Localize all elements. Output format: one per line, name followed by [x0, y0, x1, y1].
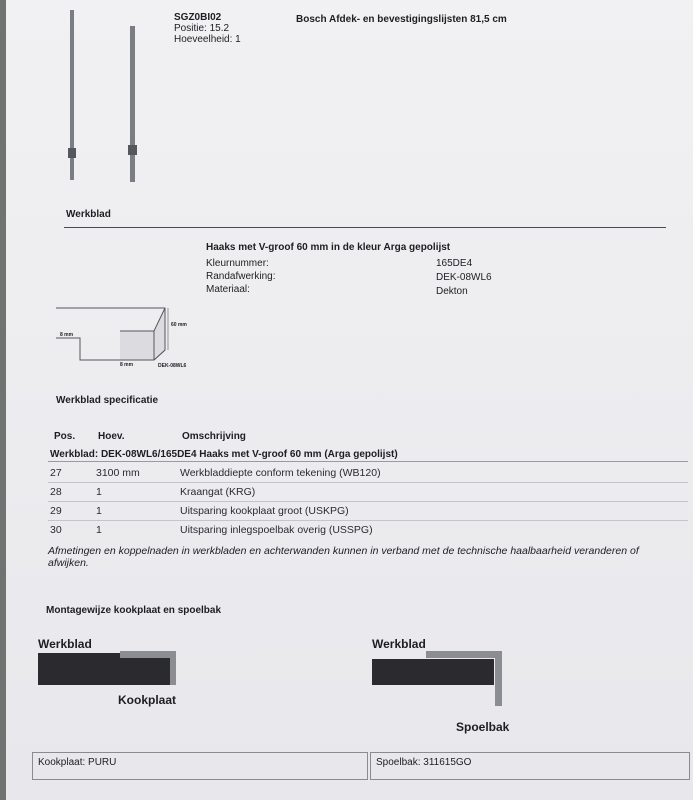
- spec-row-desc: Uitsparing kookplaat groot (USKPG): [180, 505, 349, 517]
- spec-row-pos: 30: [50, 524, 62, 536]
- spec-row-divider: [48, 482, 688, 483]
- spec-row-divider: [48, 501, 688, 502]
- dim-left: 8 mm: [60, 332, 74, 338]
- prop-label-material: Materiaal:: [206, 284, 250, 295]
- spec-group-underline: [48, 461, 688, 462]
- mount-left-cooktop-label: Kookplaat: [118, 693, 177, 707]
- product-description: Bosch Afdek- en bevestigingslijsten 81,5 cm: [296, 14, 507, 25]
- prop-label-color: Kleurnummer:: [206, 258, 269, 269]
- strip-illustration-right: [130, 26, 135, 182]
- col-qty: Hoev.: [98, 431, 125, 442]
- spec-row-qty: 1: [96, 505, 102, 517]
- drawing-code: DEK-08WL6: [158, 363, 187, 369]
- prop-value-material: Dekton: [436, 286, 468, 297]
- product-quantity: Hoeveelheid: 1: [174, 34, 241, 45]
- col-desc: Omschrijving: [182, 431, 246, 442]
- col-pos: Pos.: [54, 431, 76, 442]
- spec-row-desc: Uitsparing inlegspoelbak overig (USSPG): [180, 524, 373, 536]
- prop-value-color: 165DE4: [436, 258, 473, 269]
- section-divider: [64, 227, 666, 228]
- sink-rim-side: [495, 651, 502, 706]
- product-code: SGZ0BI02: [174, 12, 222, 23]
- spec-row-desc: Werkbladdiepte conform tekening (WB120): [180, 467, 381, 479]
- spec-row-divider: [48, 520, 688, 521]
- profile-slab: [120, 308, 165, 360]
- edge-profile-drawing: [50, 298, 200, 370]
- strip-illustration-right-clip: [128, 145, 137, 155]
- sink-info-box: [370, 752, 690, 780]
- product-position: Positie: 15.2: [174, 23, 230, 34]
- cooktop-info-box: [32, 752, 368, 780]
- spec-row-desc: Kraangat (KRG): [180, 486, 256, 498]
- spec-row-qty: 1: [96, 486, 102, 498]
- mount-right-worktop-label: Werkblad: [372, 637, 426, 651]
- mount-left-worktop-label: Werkblad: [38, 637, 92, 651]
- spec-group-title: Werkblad: DEK-08WL6/165DE4 Haaks met V-groof 60 mm (Arga gepolijst): [50, 449, 398, 460]
- prop-value-edge: DEK-08WL6: [436, 272, 492, 283]
- mount-right-sink-label: Spoelbak: [456, 720, 510, 734]
- dim-height: 60 mm: [171, 322, 187, 328]
- spec-row-pos: 29: [50, 505, 62, 517]
- cooktop-info: Kookplaat: PURU: [38, 757, 117, 768]
- prop-label-edge: Randafwerking:: [206, 271, 276, 282]
- cooktop-glass-top: [120, 651, 176, 658]
- worktop-title: Haaks met V-groof 60 mm in de kleur Arga gepolijst: [206, 242, 451, 253]
- spec-heading: Werkblad specificatie: [56, 395, 159, 406]
- strip-illustration-left-clip: [68, 148, 76, 158]
- sink-worktop-slab: [372, 659, 494, 685]
- spec-row-pos: 28: [50, 486, 62, 498]
- sink-info: Spoelbak: 311615GO: [376, 757, 472, 768]
- spec-row-qty: 1: [96, 524, 102, 536]
- spec-note: Afmetingen en koppelnaden in werkbladen en achterwanden kunnen in verband met de technische haalbaarheid veranderen of afwijken.: [48, 545, 639, 569]
- cooktop-glass-side: [170, 651, 176, 685]
- document-page: [6, 0, 693, 800]
- dim-bottom: 8 mm: [120, 362, 134, 368]
- mount-heading: Montagewijze kookplaat en spoelbak: [46, 605, 222, 616]
- sink-rim-top: [426, 651, 502, 658]
- spec-row-qty: 3100 mm: [96, 467, 140, 479]
- spec-row-pos: 27: [50, 467, 62, 479]
- worktop-heading: Werkblad: [66, 209, 111, 220]
